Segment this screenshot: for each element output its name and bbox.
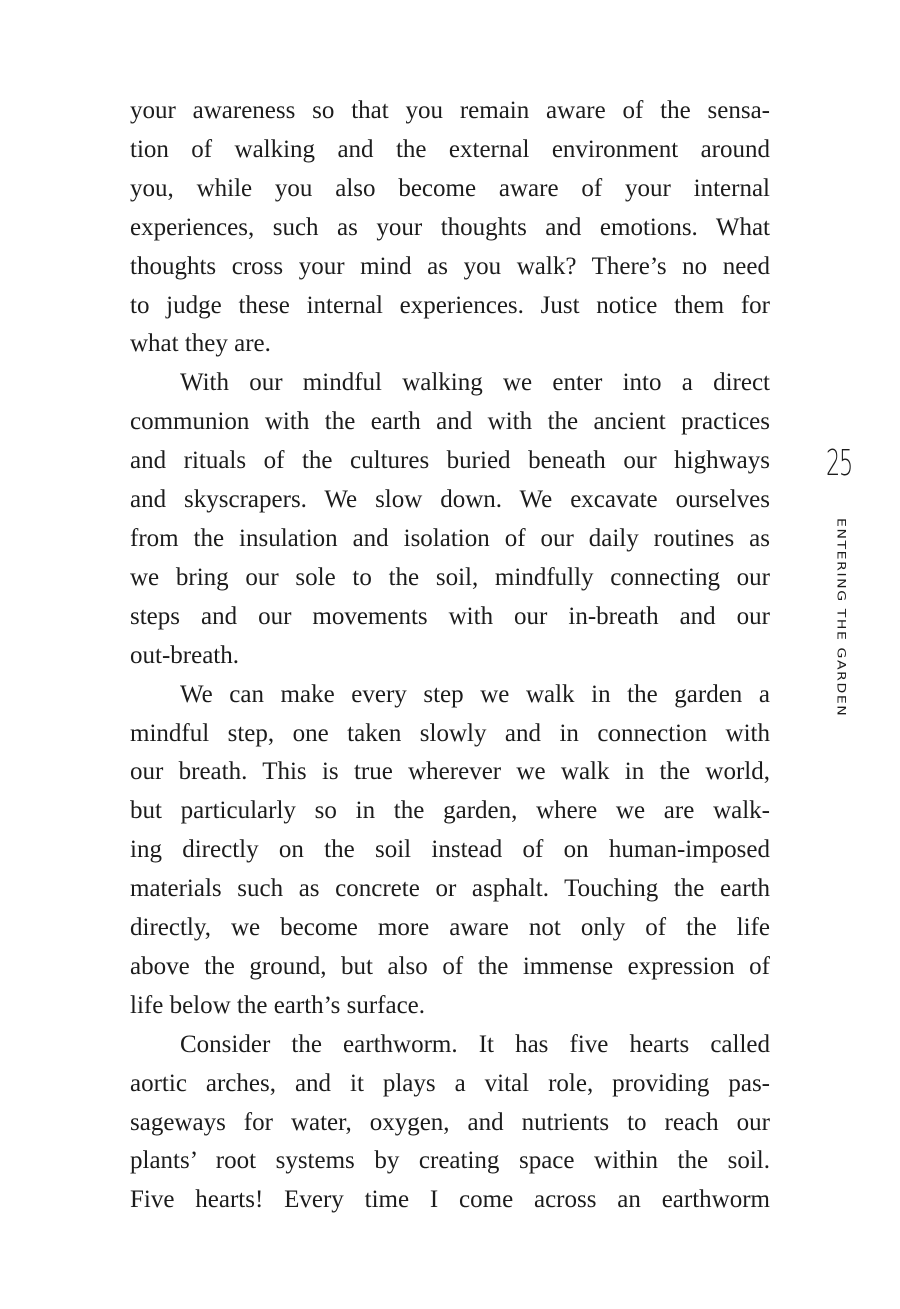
- text-line: you, while you also become aware of your internal: [130, 174, 770, 202]
- text-line: materials such as concrete or asphalt. Touching the earth: [130, 875, 770, 903]
- text-line: and skyscrapers. We slow down. We excavate ourselves: [130, 486, 770, 514]
- text-line: aortic arches, and it plays a vital role, providing pas-: [130, 1069, 770, 1097]
- text-line: sageways for water, oxygen, and nutrients to reach our: [130, 1108, 770, 1136]
- text-line: Five hearts! Every time I come across an earthworm: [130, 1186, 770, 1214]
- text-line: steps and our movements with our in-breath and our: [130, 602, 770, 630]
- text-line: life below the earth’s surface.: [130, 991, 426, 1019]
- paragraph: [130, 364, 770, 675]
- text-line: With our mindful walking we enter into a direct: [180, 369, 770, 397]
- text-line: what they are.: [130, 330, 271, 358]
- text-line: to judge these internal experiences. Just notice them for: [130, 291, 770, 319]
- page-number: 25: [826, 443, 852, 484]
- text-line: mindful step, one taken slowly and in connection with: [130, 719, 770, 747]
- text-line: we bring our sole to the soil, mindfully connecting our: [130, 563, 770, 591]
- body-text: [130, 92, 770, 1220]
- text-line: but particularly so in the garden, where we are walk-: [130, 797, 770, 825]
- paragraph: [130, 1026, 770, 1221]
- paragraph: [130, 92, 770, 364]
- text-line: Consider the earthworm. It has five hearts called: [180, 1030, 770, 1058]
- text-line: experiences, such as your thoughts and emotions. What: [130, 213, 770, 241]
- text-line: thoughts cross your mind as you walk? There’s no need: [130, 252, 770, 280]
- text-line: and rituals of the cultures buried beneath our highways: [130, 447, 770, 475]
- text-line: your awareness so that you remain aware of the sensa-: [130, 97, 770, 124]
- text-line: communion with the earth and with the ancient practices: [130, 408, 770, 436]
- text-line: from the insulation and isolation of our daily routines as: [130, 524, 770, 552]
- text-line: ing directly on the soil instead of on human-imposed: [130, 836, 770, 864]
- text-line: out-breath.: [130, 641, 239, 669]
- text-line: tion of walking and the external environment around: [130, 135, 770, 163]
- text-line: We can make every step we walk in the garden a: [180, 680, 770, 708]
- text-line: plants’ root systems by creating space within the soil.: [130, 1147, 770, 1175]
- text-line: our breath. This is true wherever we walk in the world,: [130, 758, 770, 786]
- running-head: ENTERING THE GARDEN: [834, 518, 848, 718]
- text-line: above the ground, but also of the immense expression of: [130, 952, 770, 980]
- paragraph: [130, 676, 770, 1026]
- text-line: directly, we become more aware not only of the life: [130, 914, 770, 942]
